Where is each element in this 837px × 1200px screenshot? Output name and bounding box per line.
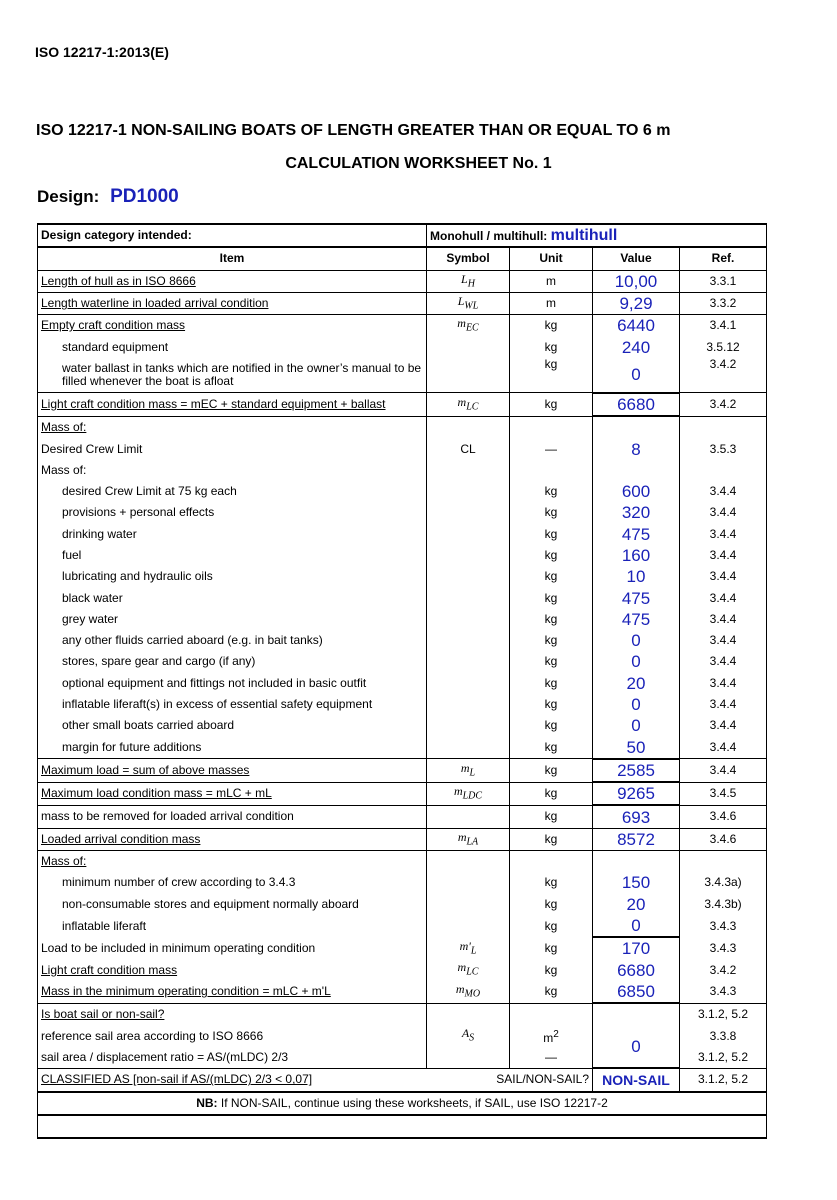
row-item: inflatable liferaft(s) in excess of essential safety equipment [38,694,427,715]
table-row [38,651,767,672]
row-unit: kg [510,673,593,694]
row-value: 0 [593,358,680,393]
row-ref: 3.4.2 [680,358,767,393]
worksheet-subtitle: CALCULATION WORKSHEET No. 1 [285,155,552,172]
table-row [38,894,767,915]
hull-type-cell: Monohull / multihull: multihull [427,224,767,247]
table-row [38,393,767,416]
row-ref: 3.5.12 [680,336,767,357]
row-value: 0 [593,651,680,672]
row-item: Mass of: [38,851,427,873]
row-unit: kg [510,524,593,545]
table-row [38,981,767,1003]
row-item: Load to be included in minimum operating condition [38,937,427,959]
row-item: provisions + personal effects [38,502,427,523]
row-value: 6680 [593,960,680,981]
note-row [38,1092,767,1115]
row-ref: 3.4.3a) [680,872,767,893]
table-row [38,737,767,759]
row-value: 693 [593,805,680,828]
row-value: 20 [593,673,680,694]
table-row [38,524,767,545]
standard-reference: ISO 12217-1:2013(E) [35,44,169,60]
row-item: minimum number of crew according to 3.4.3 [38,872,427,893]
row-ref: 3.3.2 [680,292,767,314]
design-label: Design: [37,187,100,206]
table-row [38,587,767,608]
row-item: fuel [38,545,427,566]
table-row [38,1003,767,1025]
row-unit: kg [510,651,593,672]
classification-value: NON-SAIL [593,1068,680,1091]
row-unit: kg [510,828,593,850]
row-item: CLASSIFIED AS [non-sail if AS/(mLDC) 2/3 < 0,07] [38,1068,427,1091]
row-value: 20 [593,894,680,915]
row-unit: kg [510,694,593,715]
row-ref: 3.4.2 [680,960,767,981]
row-unit: kg [510,502,593,523]
row-value: 50 [593,737,680,759]
row-value: 9,29 [593,292,680,314]
row-unit: m [510,270,593,292]
table-row [38,270,767,292]
row-value: 160 [593,545,680,566]
table-row [38,460,767,481]
row-ref: 3.1.2, 5.2 [680,1068,767,1091]
row-item: desired Crew Limit at 75 kg each [38,481,427,502]
row-item: Is boat sail or non-sail? [38,1003,427,1025]
row-item: stores, spare gear and cargo (if any) [38,651,427,672]
row-symbol: CL [427,438,510,459]
row-ref: 3.4.4 [680,715,767,736]
row-value: 475 [593,587,680,608]
row-value: 475 [593,524,680,545]
row-unit: kg [510,566,593,587]
row-unit: kg [510,715,593,736]
row-symbol: $m_{LC}$ [427,960,510,981]
row-unit: kg [510,545,593,566]
row-value: 0 [593,1025,680,1068]
row-ref: 3.4.6 [680,805,767,828]
row-value: 8 [593,438,680,459]
table-row [38,315,767,337]
table-row [38,545,767,566]
table-row [38,1025,767,1046]
category-label: Design category intended: [38,224,427,247]
row-ref: 3.4.4 [680,481,767,502]
design-field [37,186,179,208]
row-item: Light craft condition mass = mEC + standard equipment + ballast [38,393,427,416]
col-ref: Ref. [680,247,767,270]
row-item: other small boats carried aboard [38,715,427,736]
row-ref: 3.4.4 [680,630,767,651]
row-item: sail area / displacement ratio = AS/(mLDC) 2/3 [38,1047,427,1069]
row-value: 8572 [593,828,680,850]
col-value: Value [593,247,680,270]
row-ref: 3.4.4 [680,587,767,608]
table-row [38,1068,767,1091]
row-item: any other fluids carried aboard (e.g. in bait tanks) [38,630,427,651]
row-item: Light craft condition mass [38,960,427,981]
row-item: margin for future additions [38,737,427,759]
row-item: Mass of: [38,460,427,481]
row-item: inflatable liferaft [38,915,427,937]
table-row [38,336,767,357]
row-unit: kg [510,336,593,357]
row-unit: kg [510,981,593,1003]
table-row [38,851,767,873]
blank-row [38,1115,767,1138]
row-ref: 3.3.8 [680,1025,767,1046]
table-row [38,673,767,694]
row-symbol: $A_S$ [427,1025,510,1046]
row-ref: 3.3.1 [680,270,767,292]
row-ref: 3.4.4 [680,524,767,545]
table-row [38,828,767,850]
row-unit: kg [510,782,593,805]
row-value: 0 [593,915,680,937]
row-value: 0 [593,694,680,715]
table-row [38,759,767,782]
row-ref: 3.5.3 [680,438,767,459]
row-symbol: $m_{LC}$ [427,393,510,416]
row-value: 6680 [593,393,680,416]
row-ref: 3.1.2, 5.2 [680,1047,767,1069]
row-unit: — [510,438,593,459]
category-row [38,224,767,247]
row-value: 10 [593,566,680,587]
table-row [38,715,767,736]
row-item: optional equipment and fittings not included in basic outfit [38,673,427,694]
table-row [38,694,767,715]
row-item: grey water [38,609,427,630]
row-symbol: $m'_L$ [427,937,510,959]
table-row [38,960,767,981]
row-value: 0 [593,630,680,651]
row-ref: 3.4.1 [680,315,767,337]
row-item: lubricating and hydraulic oils [38,566,427,587]
row-item: Mass in the minimum operating condition = mLC + m'L [38,981,427,1003]
table-row [38,915,767,937]
table-row [38,782,767,805]
table-row [38,805,767,828]
row-unit: kg [510,315,593,337]
row-symbol: $L_H$ [427,270,510,292]
row-unit: kg [510,937,593,959]
table-row [38,292,767,314]
row-item: Desired Crew Limit [38,438,427,459]
row-ref: 3.4.4 [680,566,767,587]
row-ref: 3.4.4 [680,651,767,672]
row-ref: 3.4.3b) [680,894,767,915]
row-item: Empty craft condition mass [38,315,427,337]
table-row [38,609,767,630]
row-ref: 3.4.5 [680,782,767,805]
table-row [38,438,767,459]
row-ref: 3.4.4 [680,545,767,566]
row-item: reference sail area according to ISO 8666 [38,1025,427,1046]
row-symbol: $L_{WL}$ [427,292,510,314]
row-ref: 3.4.3 [680,981,767,1003]
row-unit: kg [510,609,593,630]
table-row [38,872,767,893]
row-unit: kg [510,737,593,759]
row-item: black water [38,587,427,608]
row-unit: — [510,1047,593,1069]
row-value: 150 [593,872,680,893]
row-ref: 3.4.4 [680,673,767,694]
row-value: 6440 [593,315,680,337]
row-value: 600 [593,481,680,502]
row-value: 475 [593,609,680,630]
row-unit: kg [510,894,593,915]
row-item: Length waterline in loaded arrival condition [38,292,427,314]
table-row [38,937,767,959]
row-unit: kg [510,960,593,981]
row-item: Length of hull as in ISO 8666 [38,270,427,292]
row-symbol: $m_{EC}$ [427,315,510,337]
row-unit: kg [510,872,593,893]
row-item: mass to be removed for loaded arrival condition [38,805,427,828]
row-ref: 3.4.4 [680,737,767,759]
row-unit: kg [510,587,593,608]
col-symbol: Symbol [427,247,510,270]
row-unit: kg [510,393,593,416]
row-unit: kg [510,805,593,828]
row-item: drinking water [38,524,427,545]
row-item: non-consumable stores and equipment normally aboard [38,894,427,915]
row-unit: kg [510,915,593,937]
row-ref: 3.4.4 [680,694,767,715]
row-symbol: $m_{LA}$ [427,828,510,850]
row-item: Maximum load = sum of above masses [38,759,427,782]
row-ref: 3.4.3 [680,915,767,937]
row-value: 240 [593,336,680,357]
row-unit: kg [510,759,593,782]
row-unit: kg [510,358,593,393]
row-value: 6850 [593,981,680,1003]
row-ref: 3.4.6 [680,828,767,850]
row-item: standard equipment [38,336,427,357]
table-row [38,566,767,587]
row-unit: m [510,292,593,314]
row-symbol: $m_{MO}$ [427,981,510,1003]
table-row [38,502,767,523]
row-ref: 3.4.4 [680,609,767,630]
worksheet-title: ISO 12217-1 NON-SAILING BOATS OF LENGTH GREATER THAN OR EQUAL TO 6 m [36,122,671,139]
row-value: 0 [593,715,680,736]
row-value: 9265 [593,782,680,805]
row-ref: 3.4.2 [680,393,767,416]
table-row [38,481,767,502]
table-row [38,358,767,393]
hull-type-value: multihull [550,226,618,244]
row-ref: 3.4.4 [680,502,767,523]
row-ref: 3.4.3 [680,937,767,959]
row-symbol: $m_L$ [427,759,510,782]
row-unit: kg [510,481,593,502]
calculation-worksheet-table [37,223,767,1139]
table-row [38,416,767,438]
note-cell: NB: If NON-SAIL, continue using these worksheets, if SAIL, use ISO 12217-2 [38,1092,767,1115]
row-ref: 3.4.4 [680,759,767,782]
design-value: PD1000 [110,186,179,207]
row-value: 2585 [593,759,680,782]
row-item: water ballast in tanks which are notified in the owner’s manual to be filled whenever the boat is afloat [38,358,427,393]
row-item: Mass of: [38,416,427,438]
row-value: 170 [593,937,680,959]
row-unit: kg [510,630,593,651]
row-value: 10,00 [593,270,680,292]
row-item: Loaded arrival condition mass [38,828,427,850]
row-ref: 3.1.2, 5.2 [680,1003,767,1025]
row-value: 320 [593,502,680,523]
table-row [38,630,767,651]
col-unit: Unit [510,247,593,270]
sail-question-label: SAIL/NON-SAIL? [427,1068,593,1091]
col-item: Item [38,247,427,270]
row-item: Maximum load condition mass = mLC + mL [38,782,427,805]
column-header-row [38,247,767,270]
row-symbol: $m_{LDC}$ [427,782,510,805]
row-unit: $m^2$ [510,1025,593,1046]
